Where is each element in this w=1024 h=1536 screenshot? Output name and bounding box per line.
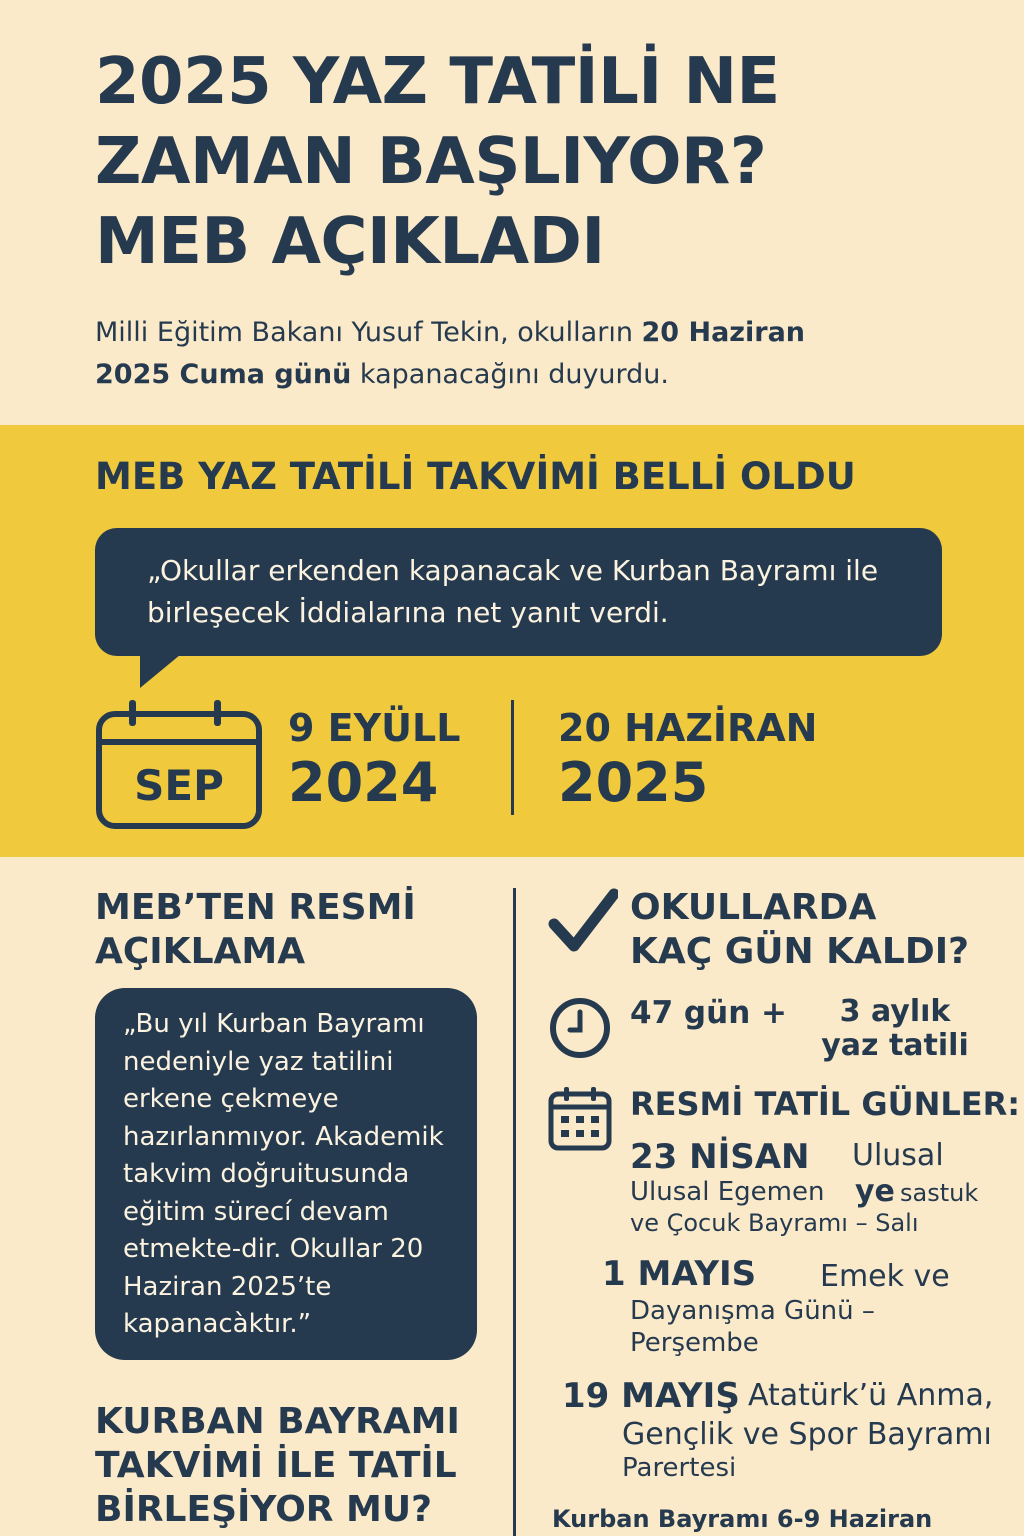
holiday-name-3: 19 MAYIŞ (562, 1376, 740, 1416)
statement-text: „Bu yıl Kurban Bayramı nedeniyle yaz tatilini erkene çekmeye hazırlanmıyor. Akademik takvim doğruitusunda eğitim sürecí devam etmekte-dir. Okullar 20 Haziran 2025’te kapanacàktır.” (123, 1009, 444, 1339)
holiday-desc-3a: Gençlik ve Spor Bayramı (622, 1417, 992, 1452)
page-title (95, 42, 995, 282)
holidays-heading: RESMİ TATİL GÜNLER: (630, 1085, 1021, 1123)
official-heading-line-2: AÇIKLAMA (95, 931, 306, 972)
intro-bold-1: 20 Haziran (641, 317, 806, 348)
check-icon (548, 886, 618, 956)
start-date (288, 706, 460, 816)
calendar-grid-icon (548, 1085, 612, 1151)
holiday-desc-1b: ve Çocuk Bayramı – Salı (630, 1209, 919, 1237)
end-year: 2025 (558, 751, 709, 814)
days-count: 47 gün + (630, 995, 788, 1031)
quote-text: „Okullar erkenden kapanacak ve Kurban Bayramı ile birleşecek İddialarına net yanıt verdi. (147, 554, 879, 629)
band-divider (511, 700, 514, 815)
holiday-desc-1a: Ulusal Egemen (630, 1177, 825, 1207)
intro-part-1: Milli Eğitim Bakanı Yusuf Tekin, okulların (95, 317, 642, 348)
kurban-heading-line-2: TAKVİMİ İLE TATİL (95, 1445, 457, 1486)
holiday-right-1b-part-a: ye (855, 1174, 895, 1209)
holiday-right-1b-part-b: sastuk (900, 1179, 979, 1207)
end-day: 20 HAZİRAN (558, 706, 818, 750)
end-date (558, 706, 818, 816)
clock-icon (548, 996, 612, 1060)
column-divider (513, 888, 516, 1536)
official-heading-line-1: MEB’TEN RESMİ (95, 887, 416, 928)
calendar-label: SEP (134, 761, 224, 810)
holiday-right-3: Atatürk’ü Anma, (748, 1378, 994, 1413)
holiday-desc-2b: Perşembe (630, 1328, 759, 1358)
start-year: 2024 (288, 751, 439, 814)
calendar-icon (96, 700, 262, 830)
official-statement-heading (95, 886, 416, 974)
days-heading-line-1: OKULLARDA (630, 887, 877, 928)
intro-bold-2: 2025 Cuma günü (95, 359, 352, 390)
holiday-right-1b (855, 1174, 978, 1209)
kurban-heading-line-3: BİRLEŞİYOR MU? (95, 1489, 432, 1530)
statement-bubble (95, 988, 477, 1360)
summer-duration: 3 aylık yaz tatili (821, 994, 969, 1063)
holiday-desc-3b: Parertesi (622, 1453, 737, 1483)
days-left-heading (630, 886, 969, 974)
days-heading-line-2: KAÇ GÜN KALDI? (630, 931, 970, 972)
intro-text (95, 312, 955, 396)
title-line-2: ZAMAN BAŞLIYOR? (95, 125, 767, 199)
title-line-3: MEB AÇIKLADI (95, 205, 605, 279)
title-line-1: 2025 YAZ TATİLİ NE (95, 45, 780, 119)
kurban-dates-note: Kurban Bayramı 6-9 Haziran (552, 1505, 933, 1533)
kurban-heading-line-1: KURBAN BAYRAMI (95, 1401, 460, 1442)
holiday-desc-2a: Dayanışma Günü – (630, 1296, 875, 1326)
quote-bubble-tail (140, 650, 186, 688)
start-day: 9 EYÜLL (288, 706, 461, 750)
holiday-right-2: Emek ve (820, 1259, 950, 1294)
band-title: MEB YAZ TATİLİ TAKVİMİ BELLİ OLDU (95, 455, 856, 498)
intro-part-2: kapanacağını duyurdu. (351, 359, 670, 390)
holiday-name-1: 23 NİSAN (630, 1137, 810, 1177)
quote-bubble (95, 528, 942, 656)
kurban-heading (95, 1400, 460, 1532)
holiday-name-2: 1 MAYIS (602, 1254, 757, 1294)
holiday-right-1: Ulusal (852, 1138, 944, 1173)
